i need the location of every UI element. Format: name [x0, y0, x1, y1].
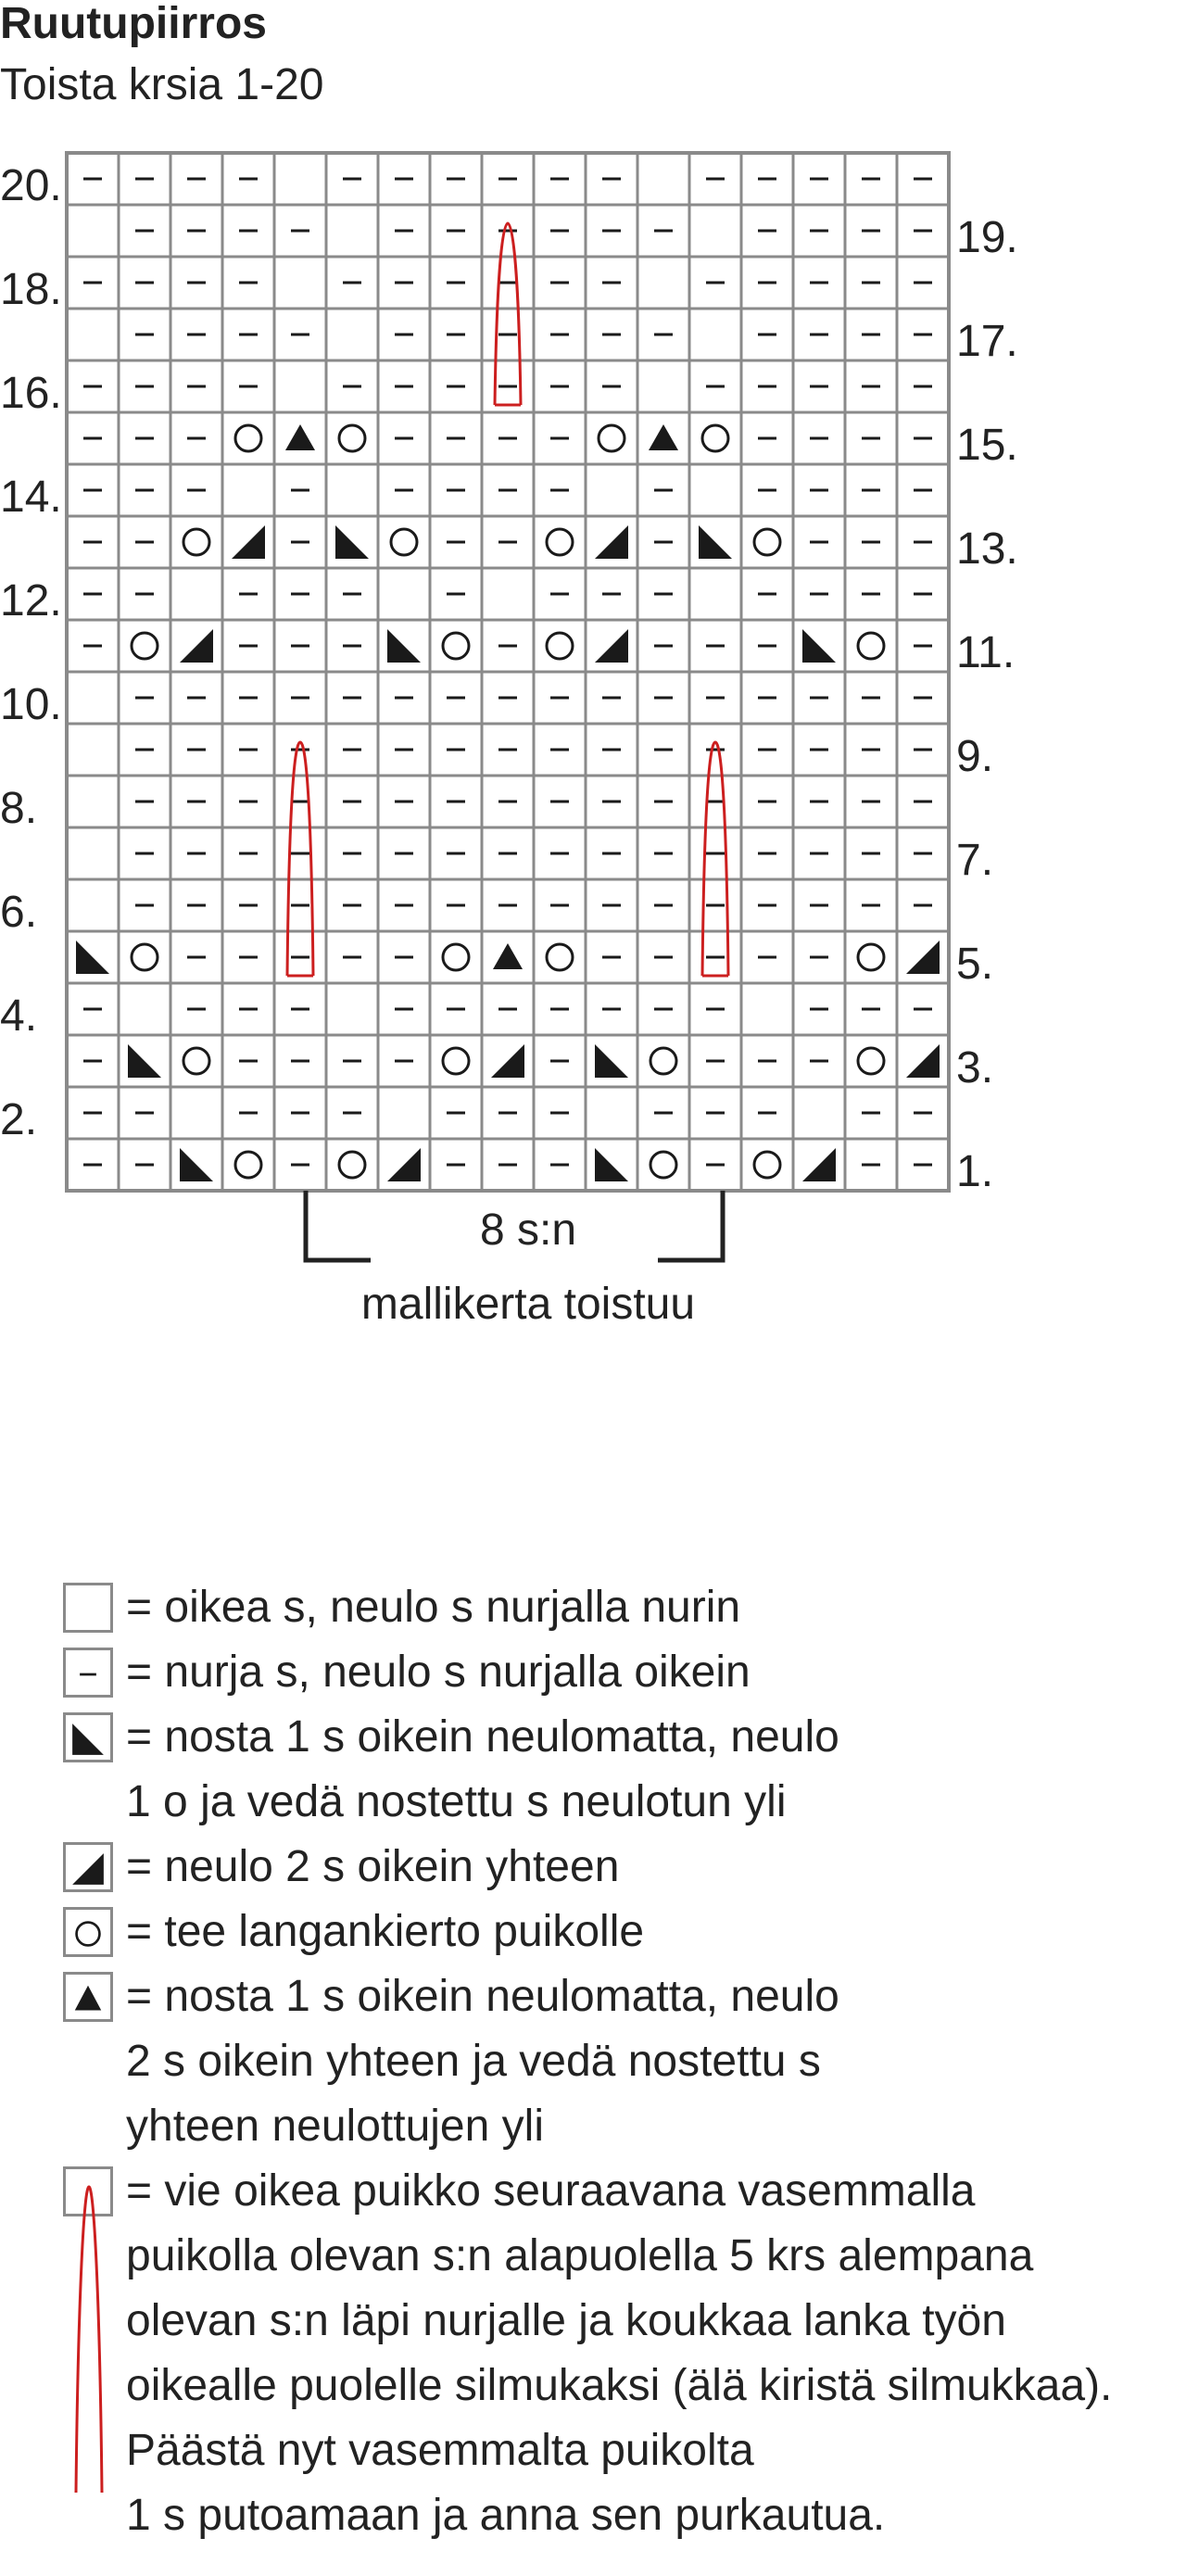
dropped-stitch-loop-icon — [70, 2178, 107, 2511]
grid-cell — [534, 931, 586, 983]
row-number-label: 6. — [0, 888, 38, 937]
grid-cell — [326, 205, 378, 257]
grid-cell — [119, 983, 170, 1035]
grid-cell — [430, 620, 482, 672]
grid-cell — [534, 516, 586, 568]
k2tog-right-icon — [63, 1842, 113, 1892]
slip-decrease-left-icon — [63, 1712, 113, 1762]
grid-cell — [326, 1139, 378, 1191]
row-number-label: 10. — [0, 680, 62, 729]
grid-cell — [67, 205, 119, 257]
grid-cell — [67, 879, 119, 931]
legend-item — [56, 1835, 1186, 1900]
legend-text: = nosta 1 s oikein neulomatta, neulo 1 o ja vedä nostettu s neulotun yli — [126, 1712, 839, 1826]
repeat-count-label: 8 s:n — [479, 1206, 577, 1255]
grid-cell — [378, 516, 430, 568]
row-number-label: 7. — [956, 836, 994, 885]
grid-cell — [274, 257, 326, 309]
grid-cell — [67, 776, 119, 827]
grid-cell — [793, 1087, 845, 1139]
legend-text: = neulo 2 s oikein yhteen — [126, 1842, 620, 1891]
grid-cell — [637, 1139, 689, 1191]
grid-cell — [689, 205, 741, 257]
legend-text: = oikea s, neulo s nurjalla nurin — [126, 1583, 741, 1632]
grid-cell — [637, 153, 689, 205]
legend-item — [56, 1900, 1186, 1964]
grid-cell — [637, 257, 689, 309]
chart-title: Ruutupiirros — [0, 0, 267, 48]
legend-text: = tee langankierto puikolle — [126, 1907, 645, 1956]
grid-cell — [586, 1087, 637, 1139]
grid-cell — [689, 309, 741, 360]
grid-cell — [67, 309, 119, 360]
repeat-bracket-right — [658, 1191, 723, 1260]
row-number-label: 3. — [956, 1043, 994, 1092]
row-number-label: 11. — [956, 628, 1016, 677]
legend-text: = nosta 1 s oikein neulomatta, neulo 2 s oikein yhteen ja vedä nostettu s yhteen neulottujen yli — [126, 1972, 839, 2151]
row-number-label: 12. — [0, 576, 62, 625]
grid-cell — [119, 931, 170, 983]
grid-cell — [845, 620, 897, 672]
grid-cell — [222, 1139, 274, 1191]
legend-item — [56, 1964, 1186, 2159]
row-number-label: 5. — [956, 940, 994, 989]
legend-item — [56, 2159, 1186, 2548]
grid-cell — [222, 412, 274, 464]
grid-cell — [845, 1035, 897, 1087]
grid-cell — [326, 309, 378, 360]
grid-cell — [378, 1087, 430, 1139]
yarn-over-circle-icon — [63, 1907, 113, 1957]
grid-cell — [170, 1087, 222, 1139]
chart-subtitle: Toista krsia 1-20 — [0, 60, 324, 109]
grid-cell — [482, 568, 534, 620]
row-number-label: 14. — [0, 473, 62, 522]
row-number-label: 16. — [0, 369, 62, 418]
grid-cell — [378, 568, 430, 620]
dash-square-icon — [63, 1648, 113, 1698]
row-number-label: 15. — [956, 421, 1018, 470]
grid-cell — [845, 931, 897, 983]
row-number-label: 18. — [0, 265, 62, 314]
grid-cell — [67, 672, 119, 724]
legend-item — [56, 1575, 1186, 1640]
grid-cell — [326, 464, 378, 516]
grid-cell — [222, 464, 274, 516]
repeat-bracket-left — [306, 1191, 371, 1260]
grid-cell — [586, 412, 637, 464]
grid-cell — [326, 983, 378, 1035]
grid-cell — [326, 412, 378, 464]
grid-cell — [637, 1035, 689, 1087]
row-number-label: 8. — [0, 784, 38, 833]
grid-cell — [170, 516, 222, 568]
row-number-label: 19. — [956, 213, 1018, 262]
grid-cell — [170, 1035, 222, 1087]
grid-cell — [67, 724, 119, 776]
legend-item — [56, 1705, 1186, 1835]
grid-cell — [741, 983, 793, 1035]
legend-text: = vie oikea puikko seuraavana vasemmalla puikolla olevan s:n alapuolella 5 krs alempana olevan s:n läpi nurjalle ja koukkaa lanka työn oikealle puolelle silmukaksi (älä kiristä silmukkaa). Päästä nyt vasemmalta puikolta 1 s putoamaan ja anna sen purkautua. — [126, 2166, 1113, 2540]
row-number-label: 4. — [0, 991, 38, 1041]
legend — [56, 1575, 1186, 2548]
grid-cell — [119, 620, 170, 672]
double-decrease-triangle-icon — [63, 1972, 113, 2022]
row-number-label: 13. — [956, 524, 1018, 574]
empty-square-icon — [63, 1583, 113, 1633]
grid-cell — [430, 1035, 482, 1087]
grid-cell — [274, 360, 326, 412]
grid-cell — [170, 568, 222, 620]
grid-cell — [586, 464, 637, 516]
row-number-label: 20. — [0, 161, 62, 210]
grid-cell — [637, 360, 689, 412]
row-number-label: 2. — [0, 1095, 38, 1144]
grid-cell — [67, 827, 119, 879]
legend-item — [56, 1640, 1186, 1705]
grid-cell — [534, 620, 586, 672]
grid-cell — [689, 412, 741, 464]
grid-cell — [741, 1139, 793, 1191]
row-number-label: 9. — [956, 732, 994, 781]
grid-cell — [741, 516, 793, 568]
grid-cell — [430, 931, 482, 983]
row-number-label: 17. — [956, 317, 1018, 366]
grid-cell — [689, 568, 741, 620]
row-number-label: 1. — [956, 1147, 994, 1196]
repeat-label: mallikerta toistuu — [360, 1280, 696, 1329]
grid-cell — [274, 153, 326, 205]
legend-text: = nurja s, neulo s nurjalla oikein — [126, 1648, 751, 1697]
grid-cell — [689, 464, 741, 516]
